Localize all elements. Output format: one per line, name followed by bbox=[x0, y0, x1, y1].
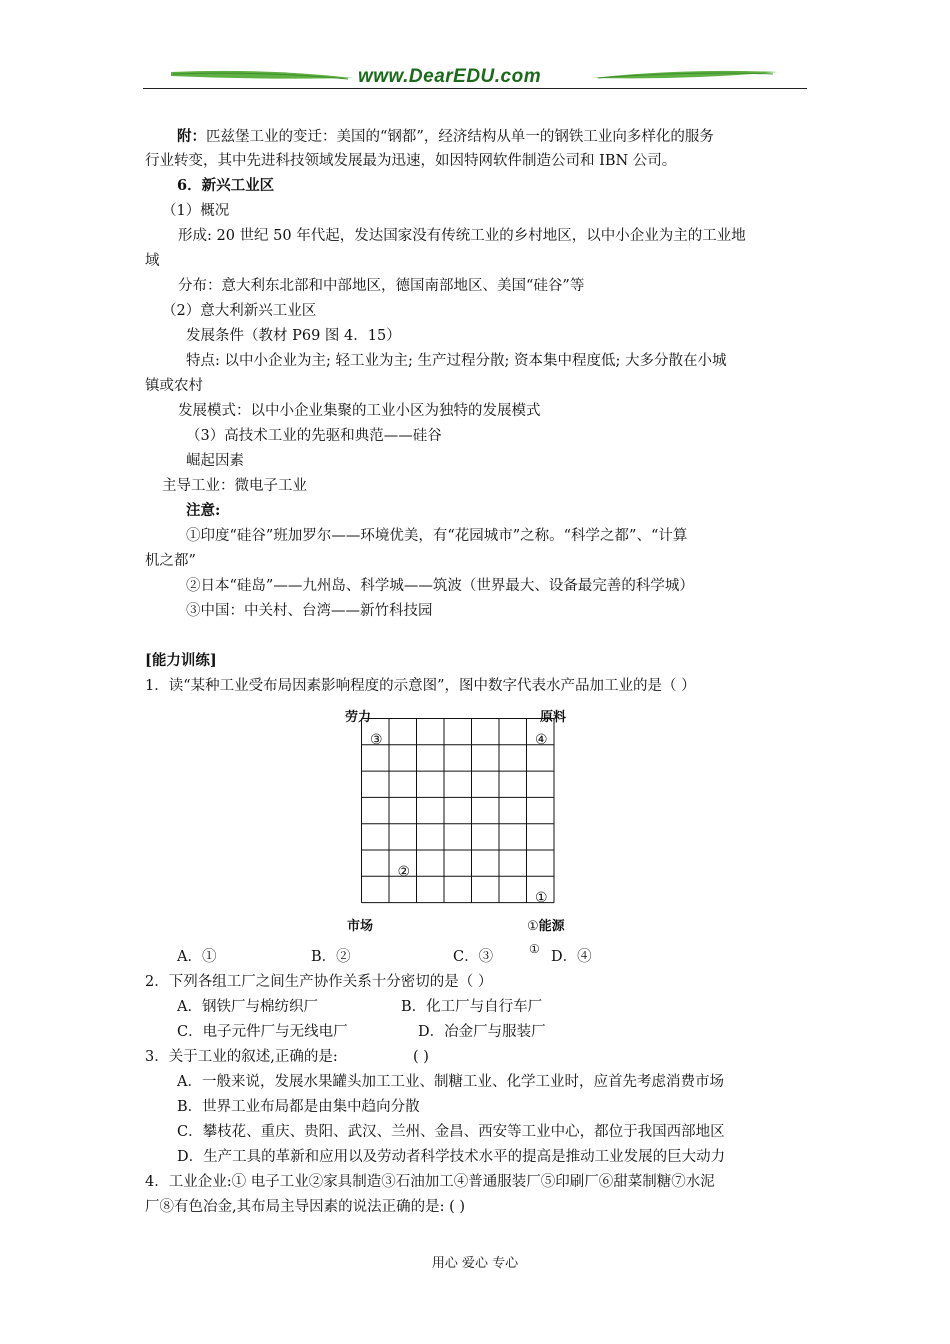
exercise-title: [能力训练] bbox=[145, 652, 217, 669]
q1-option-a[interactable]: A．① bbox=[177, 949, 217, 965]
q2-option-a[interactable]: A．钢铁厂与棉纺织厂 bbox=[177, 999, 318, 1015]
leading-industry-line: 主导工业：微电子工业 bbox=[162, 478, 307, 494]
q1-option-d[interactable]: D．④ bbox=[551, 949, 592, 965]
formation-line-2: 域 bbox=[145, 253, 160, 269]
note-paragraph-1: 附：匹兹堡工业的变迁：美国的“钢都”，经济结构从单一的钢铁工业向多样化的服务 bbox=[177, 128, 714, 145]
attention-item-3: ③中国：中关村、台湾——新竹科技园 bbox=[186, 603, 433, 619]
factor-grid bbox=[361, 718, 556, 904]
attention-label: 注意: bbox=[186, 502, 221, 519]
features-line-2: 镇或农村 bbox=[145, 378, 203, 394]
grid-mark: ② bbox=[397, 863, 411, 880]
question-4-line-1: 4．工业企业:① 电子工业②家具制造③石油加工④普通服装厂⑤印刷厂⑥甜菜制糖⑦水泥 bbox=[145, 1174, 715, 1190]
q2-option-d[interactable]: D．冶金厂与服装厂 bbox=[418, 1024, 546, 1040]
section-6-3-heading: （3）高技术工业的先驱和典范——硅谷 bbox=[186, 428, 442, 444]
attention-item-1-line-2: 机之都” bbox=[145, 553, 196, 569]
note-paragraph-2: 行业转变，其中先进科技领域发展最为迅速，如因特网软件制造公司和 IBN 公司。 bbox=[145, 153, 677, 169]
label-raw-material: 原料 bbox=[540, 710, 567, 725]
q1-option-b[interactable]: B．② bbox=[311, 949, 351, 965]
label-energy: ①能源 bbox=[527, 919, 565, 934]
conditions-line: 发展条件（教材 P69 图 4．15） bbox=[186, 328, 401, 344]
features-line-1: 特点: 以中小企业为主; 轻工业为主; 生产过程分散; 资本集中程度低; 大多分散在小城 bbox=[186, 353, 727, 369]
grid-mark: ③ bbox=[370, 732, 383, 748]
page-header bbox=[143, 62, 807, 92]
formation-line-1: 形成: 20 世纪 50 年代起，发达国家没有传统工业的乡村地区，以中小企业为主的工业地 bbox=[178, 228, 746, 244]
q3-option-a[interactable]: A．一般来说，发展水果罐头加工工业、制糖工业、化学工业时，应首先考虑消费市场 bbox=[177, 1074, 724, 1090]
q3-option-b[interactable]: B．世界工业布局都是由集中趋向分散 bbox=[177, 1099, 420, 1115]
q3-option-c[interactable]: C．攀枝花、重庆、贵阳、武汉、兰州、金昌、西安等工业中心，都位于我国西部地区 bbox=[177, 1124, 725, 1140]
rise-factors-line: 崛起因素 bbox=[186, 453, 244, 469]
grid-mark: ① bbox=[535, 889, 548, 906]
q1-extra-mark: ① bbox=[529, 942, 540, 956]
label-market: 市场 bbox=[347, 919, 374, 934]
label-labor: 劳力 bbox=[345, 710, 372, 725]
page-footer: 用心 爱心 专心 bbox=[431, 1256, 519, 1271]
q3-option-d[interactable]: D．生产工具的革新和应用以及劳动者科学技术水平的提高是推动工业发展的巨大动力 bbox=[177, 1149, 726, 1165]
question-3: 3．关于工业的叙述,正确的是: ( ) bbox=[145, 1049, 429, 1065]
section-6-title: 6．新兴工业区 bbox=[177, 177, 275, 194]
note-label: 附： bbox=[177, 128, 206, 145]
q2-option-c[interactable]: C．电子元件厂与无线电厂 bbox=[177, 1024, 348, 1040]
energy-mark: ① bbox=[527, 919, 539, 934]
question-1: 1．读“某种工业受布局因素影响程度的示意图”，图中数字代表水产品加工业的是（ ） bbox=[145, 678, 696, 694]
distribution-line: 分布：意大利东北部和中部地区，德国南部地区、美国“硅谷”等 bbox=[178, 278, 585, 294]
q1-option-c[interactable]: C．③ bbox=[453, 949, 494, 965]
q2-option-b[interactable]: B．化工厂与自行车厂 bbox=[401, 999, 543, 1015]
attention-item-1-line-1: ①印度“硅谷”班加罗尔——环境优美，有“花园城市”之称。“科学之都”、“计算 bbox=[186, 528, 688, 544]
section-6-2-heading: （2）意大利新兴工业区 bbox=[162, 303, 317, 319]
question-2: 2．下列各组工厂之间生产协作关系十分密切的是（ ） bbox=[145, 974, 493, 990]
attention-item-2: ②日本“硅岛”——九州岛、科学城——筑波（世界最大、设备最完善的科学城） bbox=[186, 578, 694, 594]
section-6-1-heading: （1）概况 bbox=[162, 203, 230, 219]
q3-answer-paren: ( ) bbox=[413, 1049, 429, 1065]
question-4-line-2: 厂⑧有色冶金,其布局主导因素的说法正确的是: ( ) bbox=[145, 1199, 466, 1215]
header-divider bbox=[143, 88, 807, 89]
mode-line: 发展模式：以中小企业集聚的工业小区为独特的发展模式 bbox=[178, 403, 541, 419]
grid-mark: ④ bbox=[535, 732, 548, 748]
site-logo[interactable]: www.DearEDU.com bbox=[358, 66, 542, 87]
